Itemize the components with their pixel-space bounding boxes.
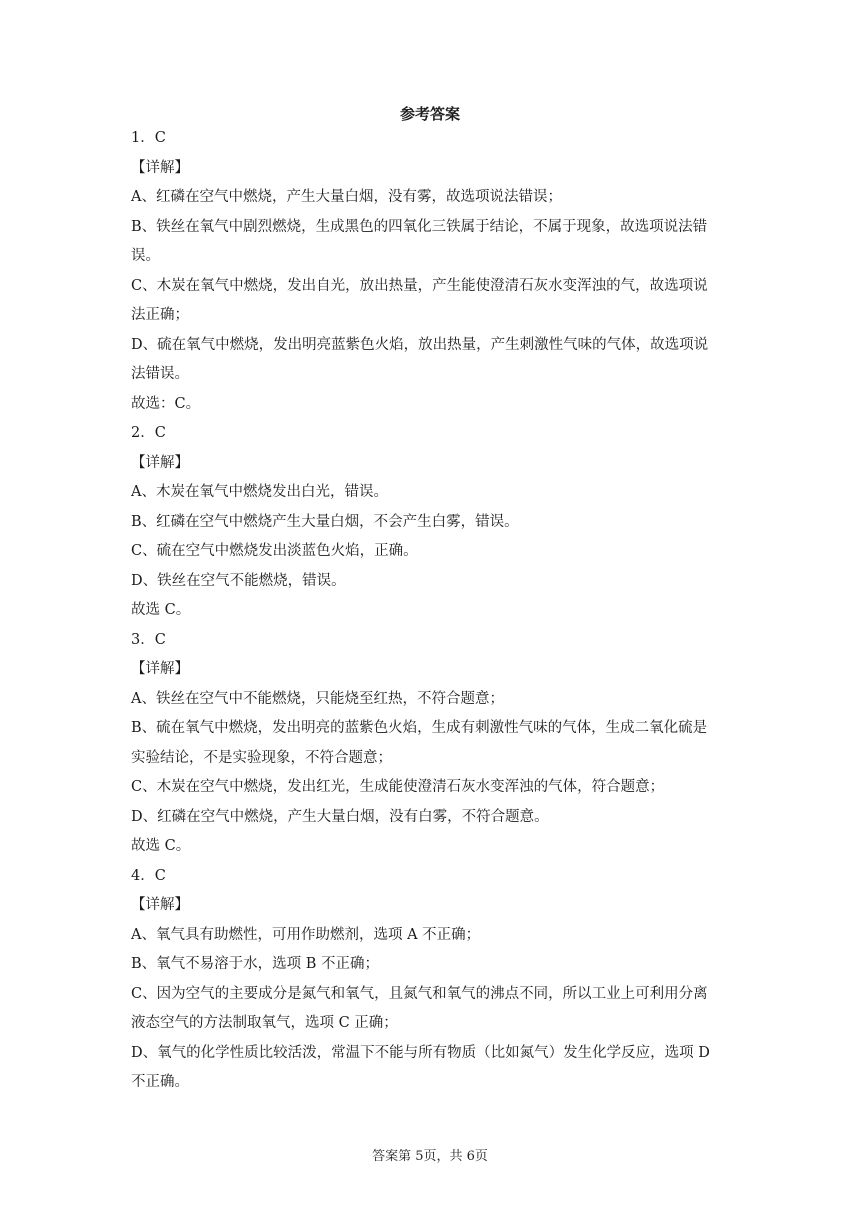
text-line: 不正确。: [131, 1074, 189, 1090]
text-line: 4．C: [131, 867, 166, 884]
text-line: B、铁丝在氧气中剧烈燃烧，生成黑色的四氧化三铁属于结论，不属于现象，故选项说法错: [131, 218, 708, 235]
text-line: B、氧气不易溶于水，选项 B 不正确；: [131, 956, 380, 972]
text-line: D、氧气的化学性质比较活泼，常温下不能与所有物质（比如氮气）发生化学反应，选项 D: [131, 1044, 710, 1061]
text-line: 【详解】: [131, 661, 189, 677]
page-title: 参考答案: [399, 105, 460, 123]
text-line: C、硫在空气中燃烧发出淡蓝色火焰，正确。: [131, 543, 418, 559]
text-line: 故选 C。: [131, 602, 191, 618]
page-footer: 答案第 5页，共 6页: [372, 1149, 488, 1164]
text-line: D、铁丝在空气不能燃烧，错误。: [131, 572, 346, 589]
text-line: 法错误。: [131, 366, 189, 382]
text-line: D、红磷在空气中燃烧，产生大量白烟，没有白雾，不符合题意。: [131, 808, 549, 825]
text-line: B、硫在氧气中燃烧，发出明亮的蓝紫色火焰，生成有刺激性气味的气体，生成二氧化硫是: [131, 720, 708, 736]
text-line: 【详解】: [131, 454, 189, 471]
answer-content: [131, 124, 731, 1098]
text-line: A、红磷在空气中燃烧，产生大量白烟，没有雾，故选项说法错误；: [131, 189, 562, 205]
text-line: A、铁丝在空气中不能燃烧，只能烧至红热，不符合题意；: [131, 690, 504, 707]
text-line: 故选 C。: [131, 838, 191, 854]
text-line: A、氧气具有助燃性，可用作助燃剂，选项 A 不正确；: [131, 926, 481, 943]
text-line: 法正确；: [131, 307, 189, 323]
text-line: 【详解】: [131, 159, 189, 176]
text-line: 实验结论，不是实验现象，不符合题意；: [131, 749, 392, 766]
text-line: 2．C: [131, 425, 166, 441]
text-line: A、木炭在氧气中燃烧发出白光，错误。: [131, 484, 388, 500]
text-line: 故选：C。: [131, 395, 201, 412]
text-line: C、因为空气的主要成分是氮气和氧气，且氮气和氧气的沸点不同，所以工业上可利用分离: [131, 985, 708, 1002]
text-line: 液态空气的方法制取氧气，选项 C 正确；: [131, 1015, 398, 1031]
text-line: B、红磷在空气中燃烧产生大量白烟，不会产生白雾，错误。: [131, 513, 519, 530]
text-line: D、硫在氧气中燃烧，发出明亮蓝紫色火焰，放出热量，产生刺激性气味的气体，故选项说: [131, 336, 709, 353]
text-line: 1．C: [131, 130, 166, 146]
text-line: 【详解】: [131, 897, 189, 913]
text-line: C、木炭在空气中燃烧，发出红光，生成能使澄清石灰水变浑浊的气体，符合题意；: [131, 779, 665, 795]
text-line: 3．C: [131, 631, 166, 648]
text-line: 误。: [131, 248, 160, 264]
text-line: C、木炭在氧气中燃烧，发出自光，放出热量，产生能使澄清石灰水变浑浊的气，故选项说: [131, 277, 708, 294]
